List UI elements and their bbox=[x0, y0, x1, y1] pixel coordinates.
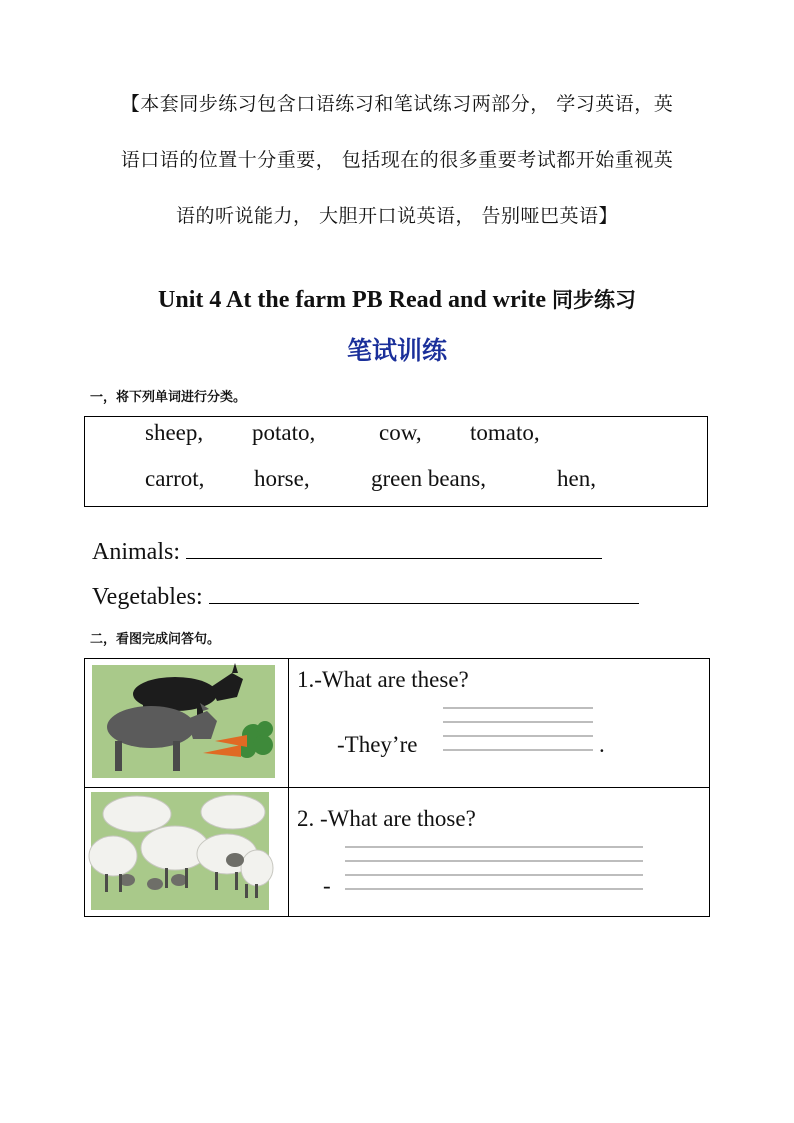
intro-line-1: 【本套同步练习包含口语练习和笔试练习两部分， 学习英语，英 bbox=[120, 93, 674, 115]
word-horse: horse, bbox=[254, 466, 310, 491]
answer-2-line-3[interactable] bbox=[345, 874, 643, 876]
intro-paragraph bbox=[80, 76, 714, 244]
qa-table bbox=[84, 658, 710, 917]
question-2-text: 2. -What are those? bbox=[297, 806, 476, 831]
title-english: Unit 4 At the farm PB Read and write bbox=[158, 287, 546, 313]
word-green-beans: green beans, bbox=[371, 466, 486, 491]
question-1-cell bbox=[289, 659, 710, 788]
animals-label: Animals: bbox=[92, 539, 180, 565]
sheep-picture bbox=[85, 788, 288, 912]
animals-answer-line[interactable] bbox=[186, 536, 602, 559]
vegetables-answer-line[interactable] bbox=[209, 581, 639, 604]
answer-2-line-1[interactable] bbox=[345, 846, 643, 848]
word-carrot: carrot, bbox=[145, 466, 205, 491]
word-potato: potato, bbox=[252, 420, 316, 445]
answer-1-line-3[interactable] bbox=[443, 735, 593, 737]
page-title bbox=[0, 284, 794, 314]
answer-1-line-4[interactable] bbox=[443, 749, 593, 751]
page-subtitle: 笔试训练 bbox=[346, 336, 447, 365]
table-row bbox=[85, 659, 710, 788]
answer-1-line-2[interactable] bbox=[443, 721, 593, 723]
section-2-heading: 二，看图完成问答句。 bbox=[90, 632, 221, 647]
question-2-cell bbox=[289, 788, 710, 917]
answer-1-line-1[interactable] bbox=[443, 707, 593, 709]
answer-2-line-2[interactable] bbox=[345, 860, 643, 862]
answer-1-suffix: . bbox=[599, 732, 605, 757]
section-1-heading: 一，将下列单词进行分类。 bbox=[90, 390, 247, 405]
intro-line-3: 语的听说能力， 大胆开口说英语， 告别哑巴英语】 bbox=[175, 205, 619, 227]
table-row bbox=[85, 788, 710, 917]
word-tomato: tomato, bbox=[470, 420, 540, 445]
vegetables-label: Vegetables: bbox=[92, 584, 203, 610]
goats-picture bbox=[85, 659, 288, 783]
word-box bbox=[84, 416, 708, 507]
answer-2-line-4[interactable] bbox=[345, 888, 643, 890]
title-chinese: 同步练习 bbox=[551, 288, 636, 312]
vegetables-row bbox=[92, 581, 639, 611]
intro-line-2: 语口语的位置十分重要， 包括现在的很多重要考试都开始重视英 bbox=[120, 149, 674, 171]
answer-2-prefix: - bbox=[323, 873, 331, 898]
animals-row bbox=[92, 536, 602, 566]
goats-picture-cell bbox=[85, 659, 289, 788]
word-cow: cow, bbox=[379, 420, 422, 445]
word-sheep: sheep, bbox=[145, 420, 204, 445]
answer-1-prefix: -They’re bbox=[337, 732, 418, 757]
sheep-picture-cell bbox=[85, 788, 289, 917]
question-1-text: 1.-What are these? bbox=[297, 667, 469, 692]
word-hen: hen, bbox=[557, 466, 596, 491]
